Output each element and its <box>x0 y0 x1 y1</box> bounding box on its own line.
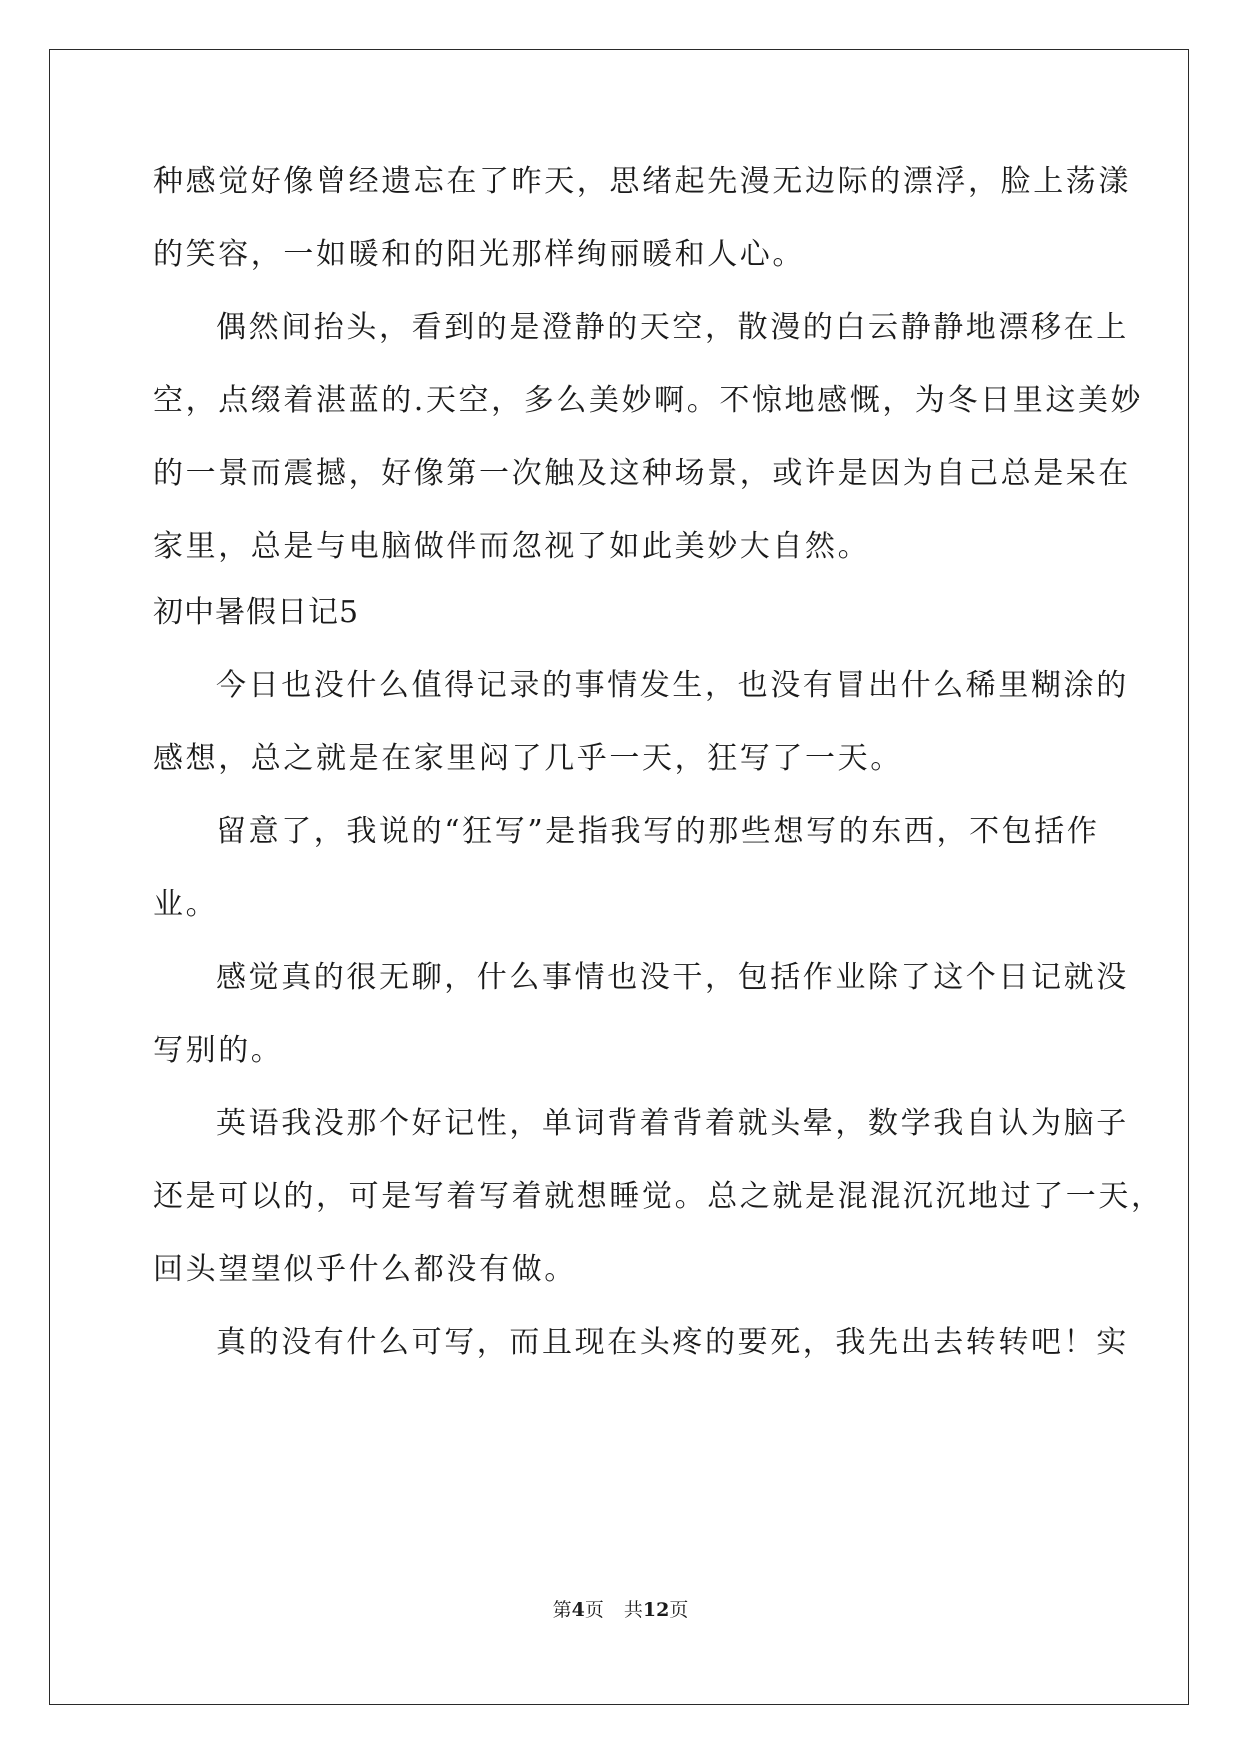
page-total-suffix: 页 <box>669 1599 689 1621</box>
text-line: 的一景而震撼，好像第一次触及这种场景，或许是因为自己总是呆在 <box>153 456 1131 491</box>
section-heading: 初中暑假日记5 <box>153 595 360 630</box>
text-line: 偶然间抬头，看到的是澄静的天空，散漫的白云静静地漂移在上 <box>216 310 1129 345</box>
text-line: 写别的。 <box>153 1033 284 1068</box>
text-line: 种感觉好像曾经遗忘在了昨天，思绪起先漫无边际的漂浮，脸上荡漾 <box>153 164 1131 199</box>
text-line: 今日也没什么值得记录的事情发生，也没有冒出什么稀里糊涂的 <box>216 668 1129 703</box>
text-line: 业。 <box>153 887 219 922</box>
text-line: 真的没有什么可写，而且现在头疼的要死，我先出去转转吧！实 <box>216 1325 1129 1360</box>
page-total: 12 <box>642 1599 670 1621</box>
page-footer <box>0 1598 1241 1622</box>
text-line: 留意了，我说的“狂写”是指我写的那些想写的东西，不包括作 <box>216 814 1100 849</box>
page-number-suffix: 页 <box>584 1599 604 1621</box>
text-line: 感觉真的很无聊，什么事情也没干，包括作业除了这个日记就没 <box>216 960 1129 995</box>
page-total-prefix: 共 <box>623 1599 643 1621</box>
page-frame <box>49 49 1189 1705</box>
text-line: 家里，总是与电脑做伴而忽视了如此美妙大自然。 <box>153 529 871 564</box>
text-line: 空，点缀着湛蓝的.天空，多么美妙啊。不惊地感慨，为冬日里这美妙 <box>153 383 1144 418</box>
text-line: 回头望望似乎什么都没有做。 <box>153 1252 577 1287</box>
text-line: 感想，总之就是在家里闷了几乎一天，狂写了一天。 <box>153 741 903 776</box>
page-number-prefix: 第 <box>552 1599 572 1621</box>
text-line: 的笑容，一如暖和的阳光那样绚丽暖和人心。 <box>153 237 805 272</box>
text-line: 英语我没那个好记性，单词背着背着就头晕，数学我自认为脑子 <box>216 1106 1129 1141</box>
text-line: 还是可以的，可是写着写着就想睡觉。总之就是混混沉沉地过了一天， <box>153 1179 1164 1214</box>
page-number: 4 <box>571 1599 585 1621</box>
